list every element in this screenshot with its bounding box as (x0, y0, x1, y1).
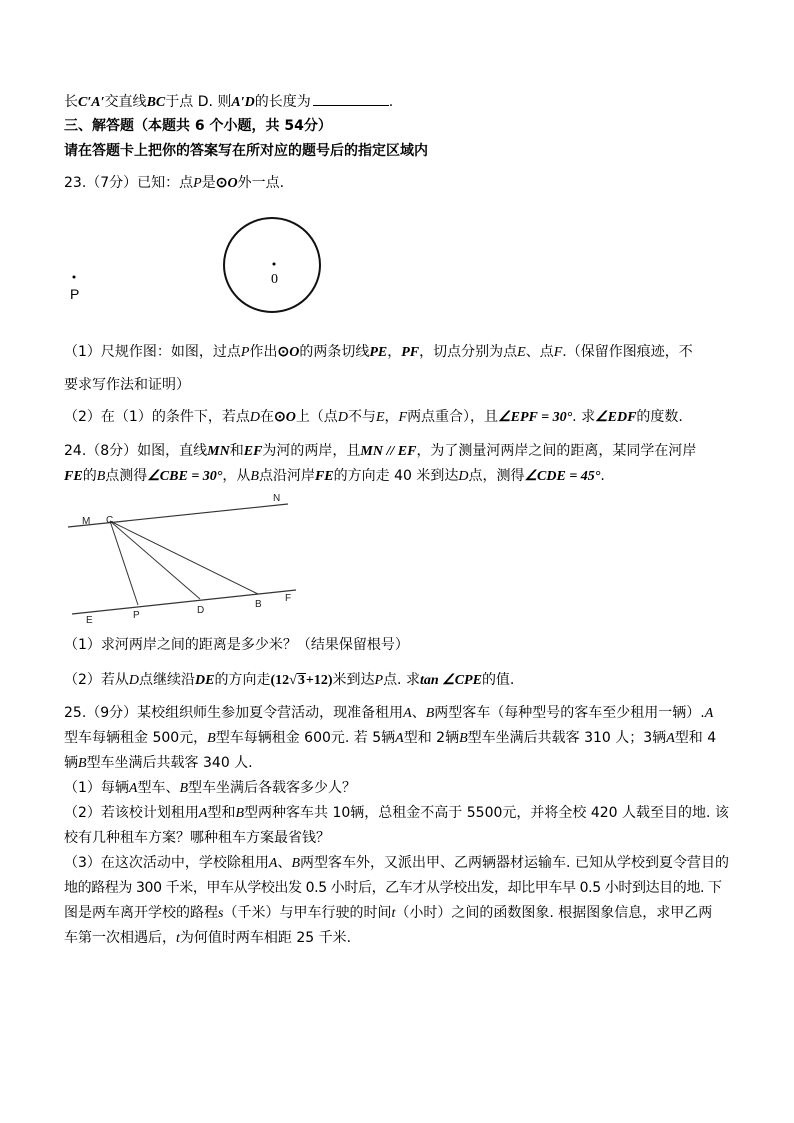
q23-figure (60, 210, 330, 315)
label-p: P (70, 286, 80, 302)
math-b: B (459, 731, 468, 746)
text: 的值. (481, 672, 515, 688)
math-a: A (128, 781, 138, 796)
math-pf: PF (401, 345, 420, 360)
math-o: O (289, 345, 300, 360)
text: 车第一次相遇后， (64, 930, 176, 946)
math-mn: MN (207, 444, 230, 459)
math-d: D (458, 469, 469, 484)
math-b: B (250, 469, 259, 484)
text: 为河的两岸，且 (262, 443, 361, 459)
text: 的度数. (636, 409, 683, 425)
q23-part1-line2: 要求写作法和证明） (64, 377, 190, 393)
math-b: B (179, 781, 189, 796)
text: 是 (201, 175, 216, 191)
text: （3）在这次活动中，学校除租用 (64, 855, 269, 871)
text: ，从 (222, 468, 251, 484)
math-s: s (218, 906, 224, 921)
label-o: 0 (271, 272, 278, 287)
q25-line3 (64, 753, 253, 774)
math-angle-cde: ∠CDE = 45° (524, 469, 601, 484)
bank-ef (72, 590, 296, 614)
text: 型两种客车共 10辆，总租金不高于 5500元，并将全校 420 人载至目的地. 该 (244, 805, 729, 821)
text: 点继续沿 (139, 672, 196, 688)
text: 于点 D. 则 (165, 94, 232, 110)
text: 的两条切线 (299, 344, 370, 360)
circle-symbol: ⊙ (215, 176, 228, 191)
text: 交直线 (104, 94, 147, 110)
math-ef: EF (243, 444, 263, 459)
label-p: P (133, 610, 140, 621)
math-de: DE (195, 673, 215, 688)
section-instruction: 请在答题卡上把你的答案写在所对应的题号后的指定区域内 (64, 143, 428, 159)
math-bc: BC (146, 95, 166, 110)
label-n: N (273, 493, 281, 504)
math-a: A (403, 706, 412, 721)
text: 25.（9分）某校组织师生参加夏令营活动，现准备租用 (64, 705, 404, 721)
text: 的方向走 (214, 672, 271, 688)
math-angle-cbe: ∠CBE = 30° (147, 469, 223, 484)
text: 型和 4 (674, 730, 717, 746)
label-c: C (106, 515, 114, 526)
math-d: D (128, 673, 140, 688)
math-p: P (240, 345, 250, 360)
text: +12) (305, 673, 333, 688)
math-parallel: MN // EF (360, 444, 417, 459)
math-ca: C′A′ (78, 95, 105, 110)
math-a: A (198, 806, 208, 821)
text: . (388, 94, 394, 110)
math-d: D (249, 410, 260, 425)
math-d: D (337, 410, 348, 425)
dot-p (73, 276, 76, 279)
text: 的方向走 40 米到达 (333, 468, 459, 484)
math-a: A (395, 731, 404, 746)
text: 两型客车（每种型号的客车至少租用一辆）. (434, 705, 705, 721)
text: 的 (82, 468, 97, 484)
math-o: O (227, 176, 238, 191)
text: . (600, 468, 605, 484)
q24-figure (60, 490, 310, 625)
math-b: B (235, 806, 245, 821)
q25-sub3-line2: 地的路程为 300 千米，甲车从学校出发 0.5 小时后，乙车才从学校出发，却比甲车早 0.5 小时到达目的地. 下 (64, 880, 722, 896)
q25-sub3-line1 (64, 853, 729, 874)
q24-sub1: （1）求河两岸之间的距离是多少米？（结果保留根号） (64, 637, 409, 653)
math-b: B (78, 756, 87, 771)
text: （千米）与甲车行驶的时间 (223, 905, 392, 921)
q23-part1-line1 (64, 342, 693, 363)
text: 型和 (207, 805, 236, 821)
text: ， (387, 344, 402, 360)
q25-line2 (64, 728, 716, 749)
text: 型车坐满后共载客 340 人. (86, 755, 253, 771)
math-b: B (207, 731, 216, 746)
text: 上（点 (295, 409, 338, 425)
q24-stem-line2 (64, 466, 605, 487)
text: ，为了测量河两岸之间的距离，某同学在河岸 (416, 443, 697, 459)
math-length: (12√3+12) (270, 673, 333, 688)
carryover-line (64, 91, 393, 113)
math-a: A (704, 706, 714, 721)
text: 米到达 (332, 672, 375, 688)
math-tan-cpe: tan ∠CPE (419, 673, 482, 688)
circle-o (224, 218, 320, 312)
text: 两型客车外，又派出甲、乙两辆器材运输车. 已知从学校到夏令营目的 (300, 855, 729, 871)
q25-sub2-line2: 校有几种租车方案？哪种租车方案最省钱？ (64, 830, 330, 846)
text: 不与 (347, 409, 376, 425)
math-b: B (425, 706, 435, 721)
math-e: E (517, 345, 526, 360)
math-p: P (374, 673, 384, 688)
text: 型车坐满后各载客多少人？ (188, 780, 357, 796)
math-angle-edf: ∠EDF (595, 410, 637, 425)
text: 点. 求 (383, 672, 420, 688)
text: 点测得 (105, 468, 148, 484)
math-b: B (291, 856, 301, 871)
q25-sub3-line3 (64, 903, 712, 924)
math-fe: FE (64, 469, 83, 484)
text: ，切点分别为点 (419, 344, 518, 360)
math-ad: A′D (231, 95, 255, 110)
math-f: F (553, 345, 563, 360)
text: 、 (277, 855, 292, 871)
text: 两点重合），且 (407, 409, 499, 425)
label-d: D (197, 605, 205, 616)
text: . 求 (572, 409, 596, 425)
math-p: P (193, 176, 202, 191)
math-f: F (398, 410, 408, 425)
q23-stem (64, 173, 284, 194)
text: （1）每辆 (64, 780, 129, 796)
text: ， (384, 409, 399, 425)
math-t: t (391, 906, 396, 921)
q25-sub1 (64, 778, 356, 799)
math-pe: PE (369, 345, 388, 360)
text: 长 (64, 94, 78, 110)
text: 24.（8分）如图，直线 (64, 443, 208, 459)
text: 型车每辆租金 600元. 若 5辆 (215, 730, 396, 746)
q23-part2 (64, 407, 683, 428)
label-f: F (285, 593, 292, 604)
text: 型车每辆租金 500元， (64, 730, 208, 746)
circle-symbol: ⊙ (277, 345, 290, 360)
bank-mn (68, 504, 288, 527)
text: 在 (259, 409, 274, 425)
text: 点，测得 (468, 468, 525, 484)
math-o: O (285, 410, 296, 425)
circle-symbol: ⊙ (273, 410, 286, 425)
text: 型和 2辆 (403, 730, 460, 746)
label-m: M (82, 516, 91, 527)
text: （小时）之间的函数图象. 根据图象信息，求甲乙两 (395, 905, 713, 921)
label-b: B (255, 599, 262, 610)
q25-sub2-line1 (64, 803, 729, 824)
section-title: 三、解答题（本题共 6 个小题，共 54分） (64, 118, 332, 134)
math-b: B (96, 469, 106, 484)
math-t: t (176, 931, 180, 946)
q24-stem-line1 (64, 441, 696, 462)
math-fe: FE (314, 469, 334, 484)
text: (12 (270, 673, 290, 688)
math-e: E (375, 410, 385, 425)
math-a: A (268, 856, 278, 871)
text: 外一点. (237, 175, 285, 191)
text: 的长度为 (254, 94, 311, 110)
segment-cb (110, 521, 258, 594)
sqrt-radicand: 3 (297, 673, 305, 688)
math-angle-epf: ∠EPF = 30° (498, 410, 573, 425)
text: （2）若从 (64, 672, 129, 688)
text: 作出 (249, 344, 278, 360)
text: 点沿河岸 (258, 468, 315, 484)
text: （1）尺规作图：如图，过点 (64, 344, 241, 360)
text: 型车、 (137, 780, 180, 796)
text: .（保留作图痕迹，不 (562, 344, 693, 360)
label-e: E (86, 615, 93, 625)
text: 辆 (64, 755, 78, 771)
answer-blank[interactable] (313, 91, 389, 106)
math-a: A (666, 731, 675, 746)
q25-line1 (64, 703, 713, 724)
text: 和 (229, 443, 244, 459)
text: 23.（7分）已知：点 (64, 175, 194, 191)
q25-sub3-line4 (64, 928, 351, 949)
text: 型车坐满后共载客 310 人；3辆 (467, 730, 667, 746)
text: 、点 (525, 344, 554, 360)
text: 为何值时两车相距 25 千米. (179, 930, 352, 946)
dot-o (273, 263, 276, 266)
q24-sub2 (64, 670, 514, 691)
text: （2）若该校计划租用 (64, 805, 199, 821)
text: 图是两车离开学校的路程 (64, 905, 218, 921)
text: （2）在（1）的条件下，若点 (64, 409, 250, 425)
text: 、 (411, 705, 426, 721)
